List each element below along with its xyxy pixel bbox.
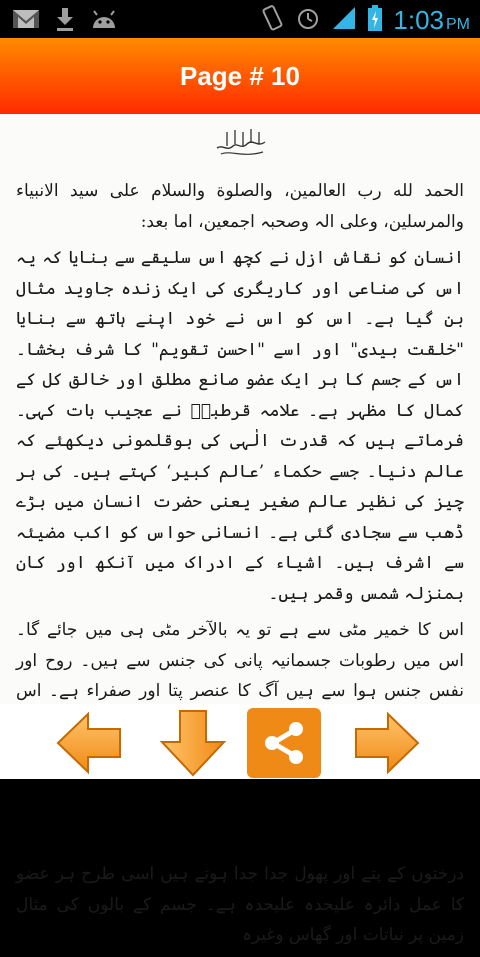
gmail-icon <box>12 8 40 34</box>
paragraph: اس کا خمیر مٹی سے ہے تو یہ بالآخر مٹی ہی میں جائے گا۔ اس میں رطوبات جسمانیہ پانی کی جنس سے ہیں۔ روح اور نفس جنس ہوا سے ہیں آگ کا عنصر پتا اور صفراء ہے۔ اس درختوں کے پتے اور پھول جدا جدا ہوتے ہیں اسی طرح ہر عضو کا عمل دائرہ علیحدہ علیحدہ ہے۔ جسم کے بالوں کی مثال زمین پر نباتات اور گھاس وغیرہ <box>16 620 464 945</box>
page-title: Page # 10 <box>180 60 300 91</box>
paragraph: الحمد لله رب العالمين، والصلوة والسلام علی سید الانبیاء والمرسلین، وعلی الہ وصحبہ اجمعین، اما بعد: <box>16 181 464 232</box>
arrow-right-icon <box>352 710 422 776</box>
android-icon <box>90 8 118 34</box>
book-page[interactable] <box>0 114 480 945</box>
status-bar <box>0 0 480 38</box>
paragraph: انسان کو نقاش ازل نے کچھ اس سلیقے سے بنایا کہ یہ اس کی صناعی اور کاریگری کی ایک زندہ جاوید مثال بن گیا ہے۔ اس کو اس نے خود اپنے ہاتھ سے بنایا "خلقت بیدی" اور اسے "احسن تقویم" کا شرف بخشا۔ اس کے جسم کا ہر ایک عضو صانع مطلق اور خالق کل کے کمال کا مظہر ہے۔ علامہ قرطبیؒ نے عجیب بات کہی۔ فرماتے ہیں کہ قدرت الٰہی کی بوقلمونی دیکھئے کہ عالم دنیا۔ جسے حکماء ’عالم کبیر‘ کہتے ہیں۔ کی ہر چیز کی نظیر عالم صغیر یعنی حضرت انسان میں بڑے ڈھب سے سجادی گئی ہے۔ انسانی حواس کو اکب مضیئہ سے اشرف ہیں۔ اشیاء کے ادراک میں آنکھ اور کان بمنزلہ شمس وقمر ہیں۔ <box>16 248 464 604</box>
clock <box>393 5 470 36</box>
title-bar <box>0 38 480 114</box>
download-button[interactable] <box>156 708 230 778</box>
arrow-down-icon <box>158 708 228 778</box>
clock-time: 1:03 <box>393 4 444 35</box>
share-button[interactable] <box>247 708 321 778</box>
signal-icon <box>331 5 357 35</box>
arrow-left-icon <box>54 710 124 776</box>
bottom-toolbar <box>0 704 480 779</box>
share-icon <box>259 718 309 768</box>
previous-page-button[interactable] <box>52 708 126 778</box>
vibrate-icon <box>259 4 285 36</box>
clock-ampm: PM <box>446 15 470 33</box>
battery-icon <box>367 4 383 36</box>
bismillah-calligraphy-icon <box>213 124 273 162</box>
download-icon <box>54 6 76 36</box>
next-page-button[interactable] <box>350 708 424 778</box>
bottom-area <box>0 779 480 854</box>
alarm-icon <box>295 4 321 36</box>
